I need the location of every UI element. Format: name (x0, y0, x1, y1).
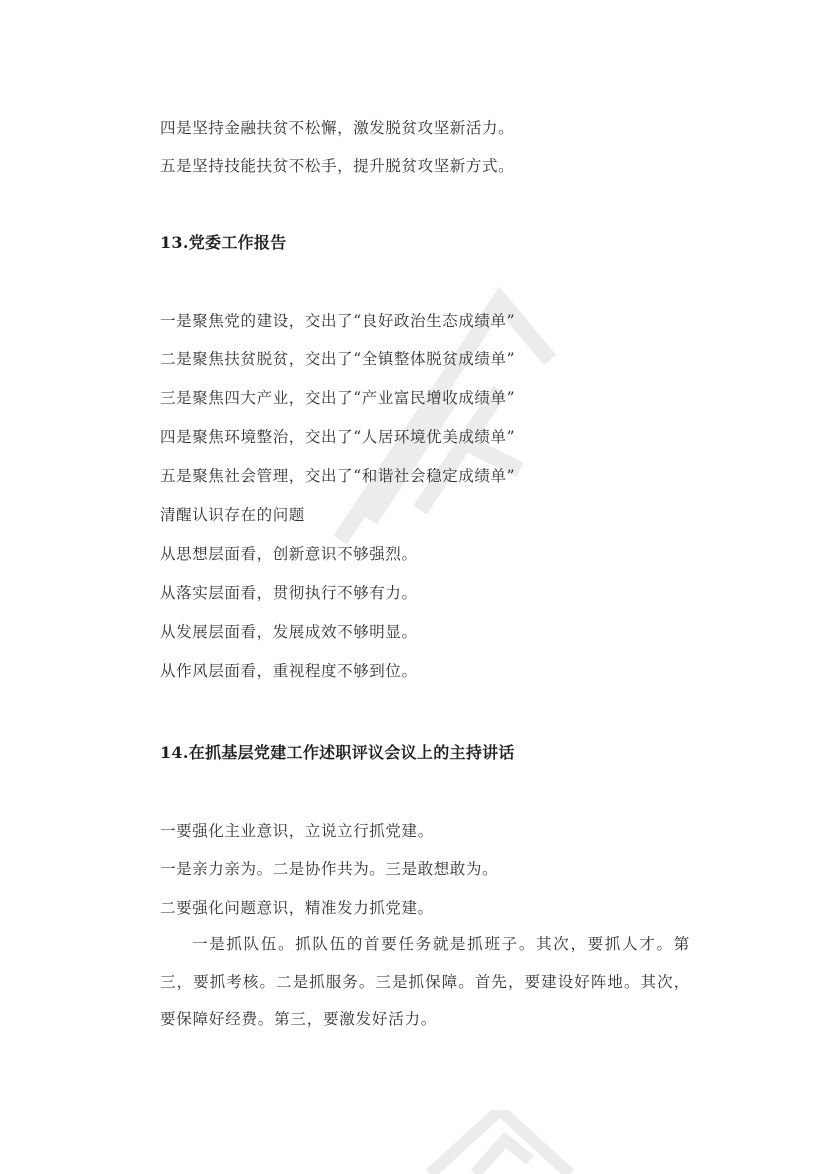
text-line: 二是聚焦扶贫脱贫，交出了“全镇整体脱贫成绩单” (160, 350, 516, 368)
text-line: 从落实层面看，贯彻执行不够有力。 (160, 584, 418, 602)
text-line: 从思想层面看，创新意识不够强烈。 (160, 545, 418, 563)
text-line: 从发展层面看，发展成效不够明显。 (160, 623, 418, 641)
text-line: 一要强化主业意识，立说立行抓党建。 (160, 822, 434, 840)
watermark-logo-icon (420, 1110, 580, 1174)
text-line: 一是聚焦党的建设，交出了“良好政治生态成绩单” (160, 312, 516, 330)
text-line: 三是聚焦四大产业，交出了“产业富民增收成绩单” (160, 389, 516, 407)
text-line: 五是坚持技能扶贫不松手，提升脱贫攻坚新方式。 (160, 157, 515, 175)
text-line: 从作风层面看，重视程度不够到位。 (160, 662, 418, 680)
text-line: 四是坚持金融扶贫不松懈，激发脱贫攻坚新活力。 (160, 119, 515, 137)
body-paragraph: 一是抓队伍。抓队伍的首要任务就是抓班子。其次，要抓人才。第三，要抓考核。二是抓服务。三是抓保障。首先，要建设好阵地。其次，要保障好经费。第三，要激发好活力。 (160, 935, 690, 1028)
text-line: 四是聚焦环境整治，交出了“人居环境优美成绩单” (160, 428, 516, 446)
text-line: 一是亲力亲为。二是协作共为。三是敢想敢为。 (160, 860, 499, 878)
text-line: 清醒认识存在的问题 (160, 506, 305, 524)
text-line: 五是聚焦社会管理，交出了“和谐社会稳定成绩单” (160, 467, 516, 485)
section-heading-14: 14.在抓基层党建工作述职评议会议上的主持讲话 (160, 743, 515, 762)
section-heading-13: 13.党委工作报告 (160, 233, 287, 252)
text-line: 二要强化问题意识，精准发力抓党建。 (160, 899, 434, 917)
